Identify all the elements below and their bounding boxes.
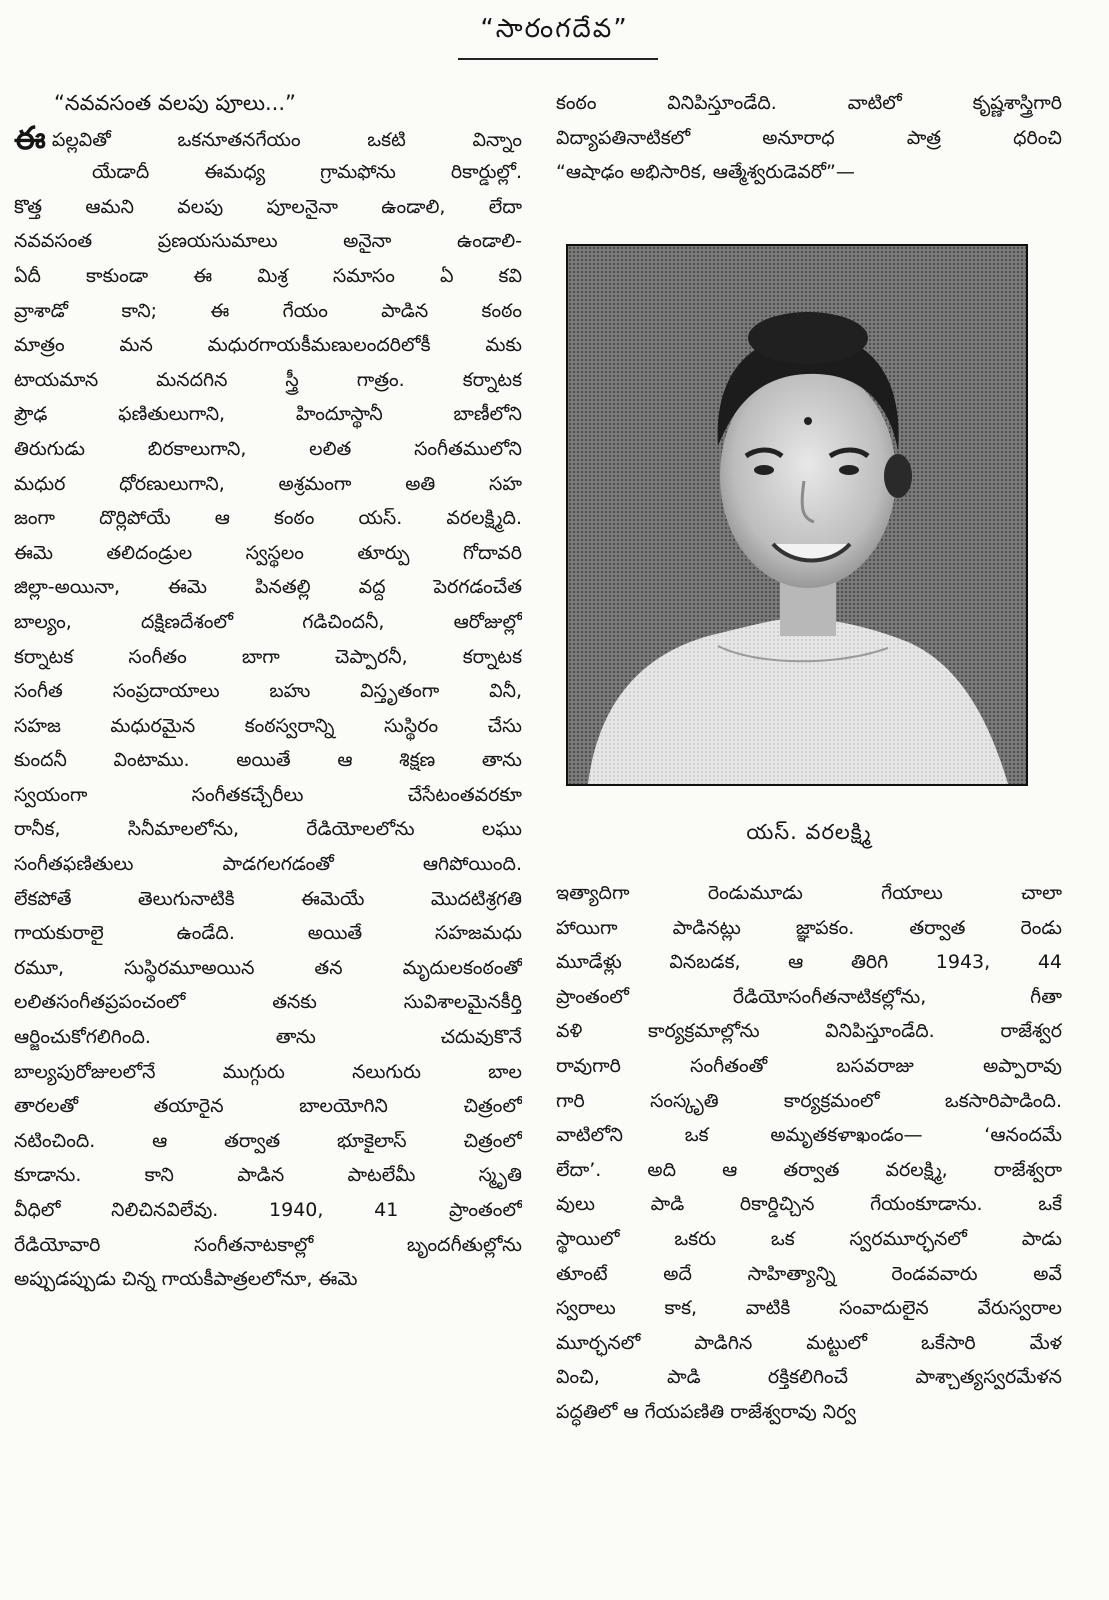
text-line: లలితసంగీతప్రపంచంలో తనకు సువిశాలమైనకీర్తి	[14, 991, 522, 1014]
text-line: నటించింది. ఆ తర్వాత భూకైలాస్ చిత్రంలో	[14, 1129, 522, 1152]
text-line: అప్పుడప్పుడు చిన్న గాయకీపాత్రలలోనూ, ఈమె	[14, 1268, 358, 1291]
text-line: వులు పాడి రికార్డిచ్చిన గేయంకూడాను. ఒకే	[556, 1193, 1062, 1216]
text-line: మూర్ఛనలో పాడిగిన మట్టులో ఒకేసారి మేళ	[556, 1331, 1062, 1354]
text-line: వాటిలోని ఒక అమృతకళాఖండం— ‘ఆనందమే	[556, 1124, 1062, 1147]
text-line: సంగీతఫణితులు పాడగలగడంతో ఆగిపోయింది.	[14, 853, 522, 876]
text-line: తూంటే అదే సాహిత్యాన్ని రెండవవారు అవే	[556, 1262, 1062, 1285]
text-line: లేకపోతే తెలుగునాటికి ఈమెయే మొదటిశ్రగతి	[14, 887, 522, 910]
text-line: రేడియోవారి సంగీతనాటకాల్లో బృందగీతుల్లోను	[14, 1233, 522, 1256]
text-line: లేదా’. అది ఆ తర్వాత వరలక్ష్మి, రాజేశ్వరా	[556, 1158, 1062, 1181]
text-line: ఇత్యాదిగా రెండుమూడు గేయాలు చాలా	[556, 882, 1062, 904]
text-line: మాత్రం మన మధురగాయకీమణులందరిలోకీ మకు	[14, 334, 522, 357]
text-line: రమూ, సుస్థిరమూఅయిన తన మృదులకంఠంతో	[14, 956, 522, 979]
photo-caption: యస్. వరలక్ష్మి	[746, 820, 872, 844]
text-line: మూడేళ్లు వినబడక, ఆ తిరిగి 1943, 44	[556, 951, 1062, 974]
text-line: యేడాదీ ఈమధ్య గ్రామఫోను రికార్డుల్లో.	[92, 161, 522, 184]
text-line: “ఆషాఢం అభిసారిక, ఆత్మేశ్వరుడెవరో”—	[556, 161, 855, 184]
text-line: నవవసంత ప్రణయసుమాలు అనైనా ఉండాలి-	[14, 230, 522, 253]
text-line: కంఠం వినిపిస్తూండేది. వాటిలో కృష్ణశాస్త్రిగారి	[556, 92, 1062, 114]
portrait-photo	[566, 244, 1028, 786]
text-line: వీధిలో నిలిచినవిలేవు. 1940, 41 ప్రాంతంలో	[14, 1199, 522, 1221]
text-line: కర్నాటక సంగీతం బాగా చెప్పారనీ, కర్నాటక	[14, 645, 522, 668]
text-line: ఏదీ కాకుండా ఈ మిశ్ర సమాసం ఏ కవి	[14, 264, 522, 287]
text-line: విద్యాపతినాటికలో అనూరాధ పాత్ర ధరించి	[556, 126, 1062, 149]
text-line: కుందనీ వింటాము. అయితే ఆ శిక్షణ తాను	[14, 749, 522, 772]
page-header-title: “సారంగదేవ”	[480, 14, 629, 44]
text-line: స్వయంగా సంగీతకచ్చేరీలు చేసేటంతవరకూ	[14, 783, 522, 806]
text-line: వ్రాశాడో కాని; ఈ గేయం పాడిన కంఠం	[14, 299, 522, 322]
text-line: సహజ మధురమైన కంఠస్వరాన్ని సుస్థిరం చేసు	[14, 714, 522, 737]
text-line: సంగీత సంప్రదాయాలు బహు విస్తృతంగా వినీ,	[14, 680, 522, 703]
text-line: కూడాను. కాని పాడిన పాటలేమీ స్మృతి	[14, 1164, 522, 1187]
left-column	[14, 86, 522, 1297]
right-column-bottom	[556, 876, 1062, 1430]
text-line: వళి కార్యక్రమాల్లోను వినిపిస్తూండేది. రాజేశ్వర	[556, 1020, 1062, 1043]
first-line-text: పల్లవితో ఒకనూతనగేయం ఒకటి విన్నాం	[51, 128, 522, 151]
text-line: మధుర ధోరణులుగాని, అశ్రమంగా అతి సహ	[14, 472, 522, 495]
text-line: తిరుగుడు బిరకాలుగాని, లలిత సంగీతములోని	[14, 437, 522, 460]
text-line: రానీక, సినీమాలలోను, రేడియోలలోను లఘు	[14, 818, 522, 841]
text-line: గారి సంస్కృతి కార్యక్రమంలో ఒకసారిపాడింది.	[556, 1089, 1062, 1112]
text-line: టాయమాన మనదగిన స్త్రీ గాత్రం. కర్నాటక	[14, 368, 522, 391]
text-line: ఆర్జించుకోగలిగింది. తాను చదువుకొనే	[14, 1026, 522, 1049]
text-line: గాయకురాలై ఉండేది. అయితే సహజమధు	[14, 922, 522, 945]
right-column-top	[556, 86, 1062, 190]
text-line: స్వరాలు కాక, వాటికి సంవాదులైన వేరుస్వరాల	[556, 1297, 1062, 1320]
article-heading: “నవవసంత వలపు పూలు...”	[54, 91, 296, 115]
text-line: ప్రౌఢ ఫణితులుగాని, హిందూస్థానీ బాణీలోని	[14, 403, 522, 426]
text-line: ఈమె తలిదండ్రుల స్వస్థలం తూర్పు గోదావరి	[14, 541, 522, 564]
text-line: బాల్యం, దక్షిణదేశంలో గడిచిందనీ, ఆరోజుల్లో	[14, 610, 522, 633]
first-line	[14, 121, 522, 156]
text-line: హాయిగా పాడినట్లు జ్ఞాపకం. తర్వాత రెండు	[556, 916, 1062, 939]
portrait-image	[568, 246, 1026, 784]
dropcap: ఈ	[14, 120, 46, 156]
text-line: ప్రాంతంలో రేడియోసంగీతనాటికల్లోను, గీతా	[556, 985, 1062, 1008]
text-line: కొత్త ఆమని వలపు పూలనైనా ఉండాలి, లేదా	[14, 195, 522, 218]
text-line: రావుగారి సంగీతంతో బసవరాజు అప్పారావు	[556, 1054, 1062, 1077]
text-line: స్థాయిలో ఒకరు ఒక స్వరమూర్ఛనలో పాడు	[556, 1227, 1062, 1250]
header-rule	[458, 58, 658, 60]
text-line: జంగా దొర్లిపోయే ఆ కంఠం యస్. వరలక్ష్మిది.	[14, 507, 522, 530]
text-line: పద్ధతిలో ఆ గేయపణితి రాజేశ్వరావు నిర్వ	[556, 1400, 857, 1423]
text-line: జిల్లా-అయినా, ఈమె పినతల్లి వద్ద పెరగడంచేత	[14, 576, 522, 599]
text-line: బాల్యపురోజులలోనే ముగ్గురు నలుగురు బాల	[14, 1060, 522, 1083]
text-line: వించి, పాడి రక్తికలిగించే పాశ్చాత్యస్వరమేళన	[556, 1366, 1062, 1389]
text-line: తారలతో తయారైన బాలయోగిని చిత్రంలో	[14, 1095, 522, 1118]
